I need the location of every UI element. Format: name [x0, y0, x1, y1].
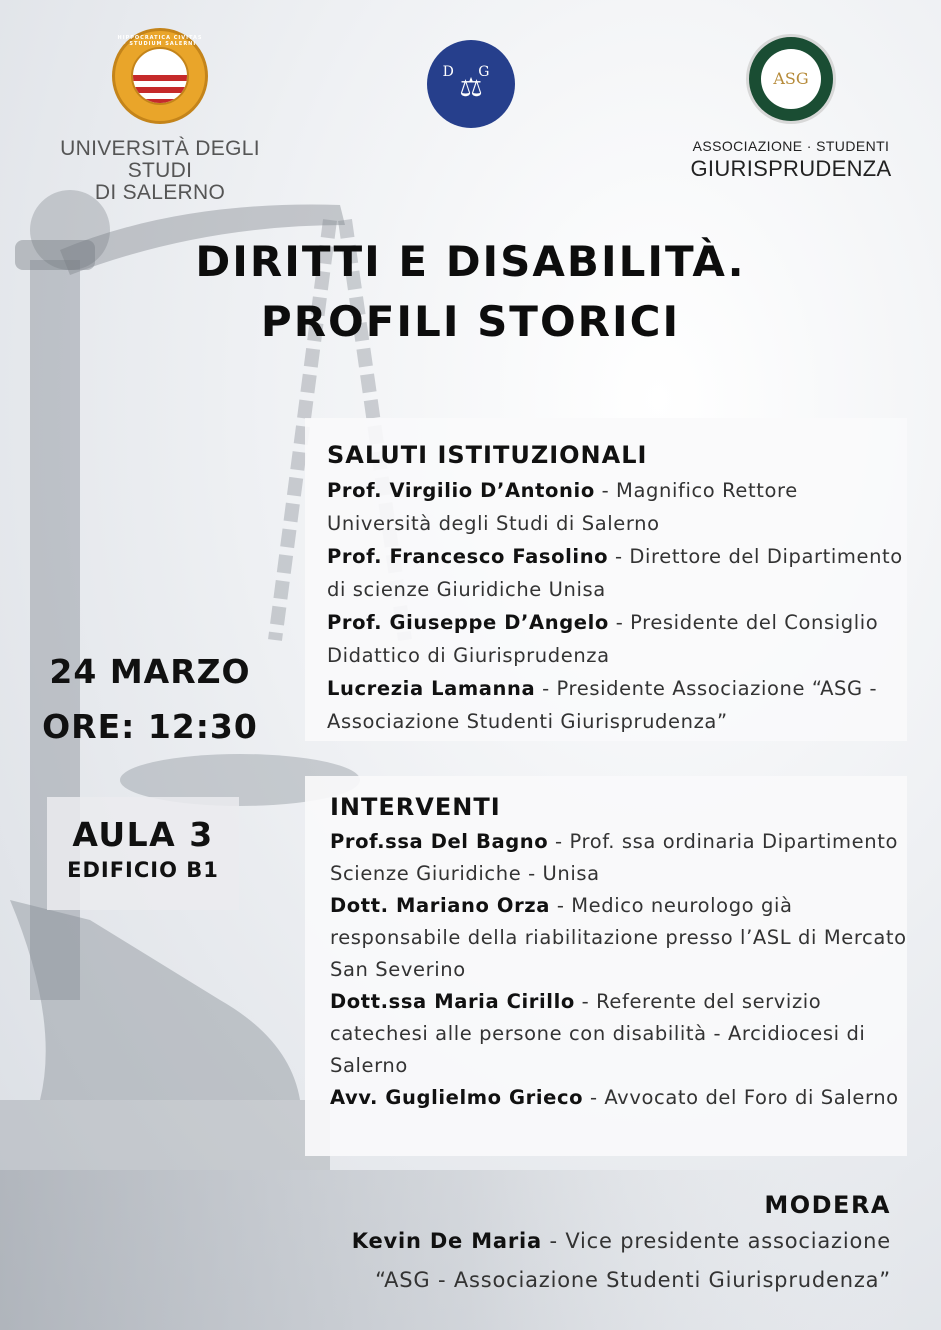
- seal-ring-text: HIPPOCRATICA CIVITAS · STUDIUM SALERNI: [117, 35, 203, 47]
- moderator-line2: “ASG - Associazione Studenti Giurisprudenza”: [375, 1268, 891, 1292]
- speaker-name: Dott.ssa Maria Cirillo: [330, 990, 575, 1013]
- speaker-role: - Presidente del Consiglio Didattico di Giurisprudenza: [327, 611, 879, 667]
- event-room: AULA 3: [72, 815, 214, 854]
- saluti-entry: [327, 606, 907, 672]
- speaker-name: Prof.ssa Del Bagno: [330, 830, 549, 853]
- moderator-line1: [191, 1222, 891, 1261]
- speaker-role: - Direttore del Dipartimento di scienze Giuridiche Unisa: [327, 545, 903, 601]
- interventi-entry: [330, 890, 907, 986]
- event-title: [0, 232, 941, 352]
- saluti-entry: [327, 540, 907, 606]
- speaker-role: - Avvocato del Foro di Salerno: [583, 1086, 899, 1109]
- event-date: 24 MARZO: [49, 652, 251, 691]
- justice-scale-icon: ⚖: [459, 73, 483, 103]
- speaker-name: Prof. Giuseppe D’Angelo: [327, 611, 609, 634]
- event-title-line2: PROFILI STORICI: [260, 297, 681, 346]
- event-title-line1: DIRITTI E DISABILITÀ.: [195, 237, 746, 286]
- event-location-box: [47, 797, 239, 910]
- speaker-role: - Magnifico Rettore Università degli Studi di Salerno: [327, 479, 798, 535]
- asg-mark: ASG: [761, 49, 821, 109]
- speaker-role: - Presidente Associazione “ASG - Associazione Studenti Giurisprudenza”: [327, 677, 878, 733]
- asg-name-line1: ASSOCIAZIONE · STUDENTI: [692, 138, 890, 154]
- interventi-panel: [305, 776, 907, 1156]
- asg-name-line2: GIURISPRUDENZA: [690, 156, 892, 181]
- speaker-name: Dott. Mariano Orza: [330, 894, 551, 917]
- asg-seal-icon: [746, 34, 836, 124]
- university-name-line1: UNIVERSITÀ DEGLI STUDI: [60, 137, 260, 182]
- interventi-heading: INTERVENTI: [330, 793, 501, 821]
- event-datetime: [30, 644, 270, 754]
- moderator-section: [191, 1188, 891, 1300]
- event-time: ORE: 12:30: [42, 707, 258, 746]
- event-building: EDIFICIO B1: [67, 858, 219, 882]
- speaker-role: - Prof. ssa ordinaria Dipartimento Scienze Giuridiche - Unisa: [330, 830, 898, 885]
- speaker-role: - Medico neurologo già responsabile della riabilitazione presso l’ASL di Mercato San Severino: [330, 894, 907, 981]
- moderator-role: - Vice presidente associazione: [542, 1229, 891, 1253]
- university-logo: [40, 28, 280, 204]
- speaker-role: - Referente del servizio catechesi alle persone con disabilità - Arcidiocesi di Salerno: [330, 990, 866, 1077]
- interventi-entry: [330, 986, 907, 1082]
- interventi-entry: [330, 1082, 907, 1114]
- interventi-entry: [330, 826, 907, 890]
- speaker-name: Prof. Francesco Fasolino: [327, 545, 609, 568]
- saluti-entry: [327, 474, 907, 540]
- moderator-name: Kevin De Maria: [351, 1229, 543, 1253]
- speaker-name: Avv. Guglielmo Grieco: [330, 1086, 584, 1109]
- university-name-line2: DI SALERNO: [94, 181, 226, 204]
- saluti-heading: SALUTI ISTITUZIONALI: [327, 441, 648, 469]
- university-name: [40, 138, 280, 204]
- department-logo: [427, 40, 515, 128]
- speaker-name: Prof. Virgilio D’Antonio: [327, 479, 595, 502]
- university-seal-icon: [112, 28, 208, 124]
- moderator-heading: MODERA: [764, 1191, 891, 1219]
- department-logo-letters: D G: [442, 64, 500, 80]
- speaker-name: Lucrezia Lamanna: [327, 677, 536, 700]
- saluti-entry: [327, 672, 907, 738]
- asg-logo: [686, 34, 896, 182]
- saluti-panel: [305, 418, 907, 741]
